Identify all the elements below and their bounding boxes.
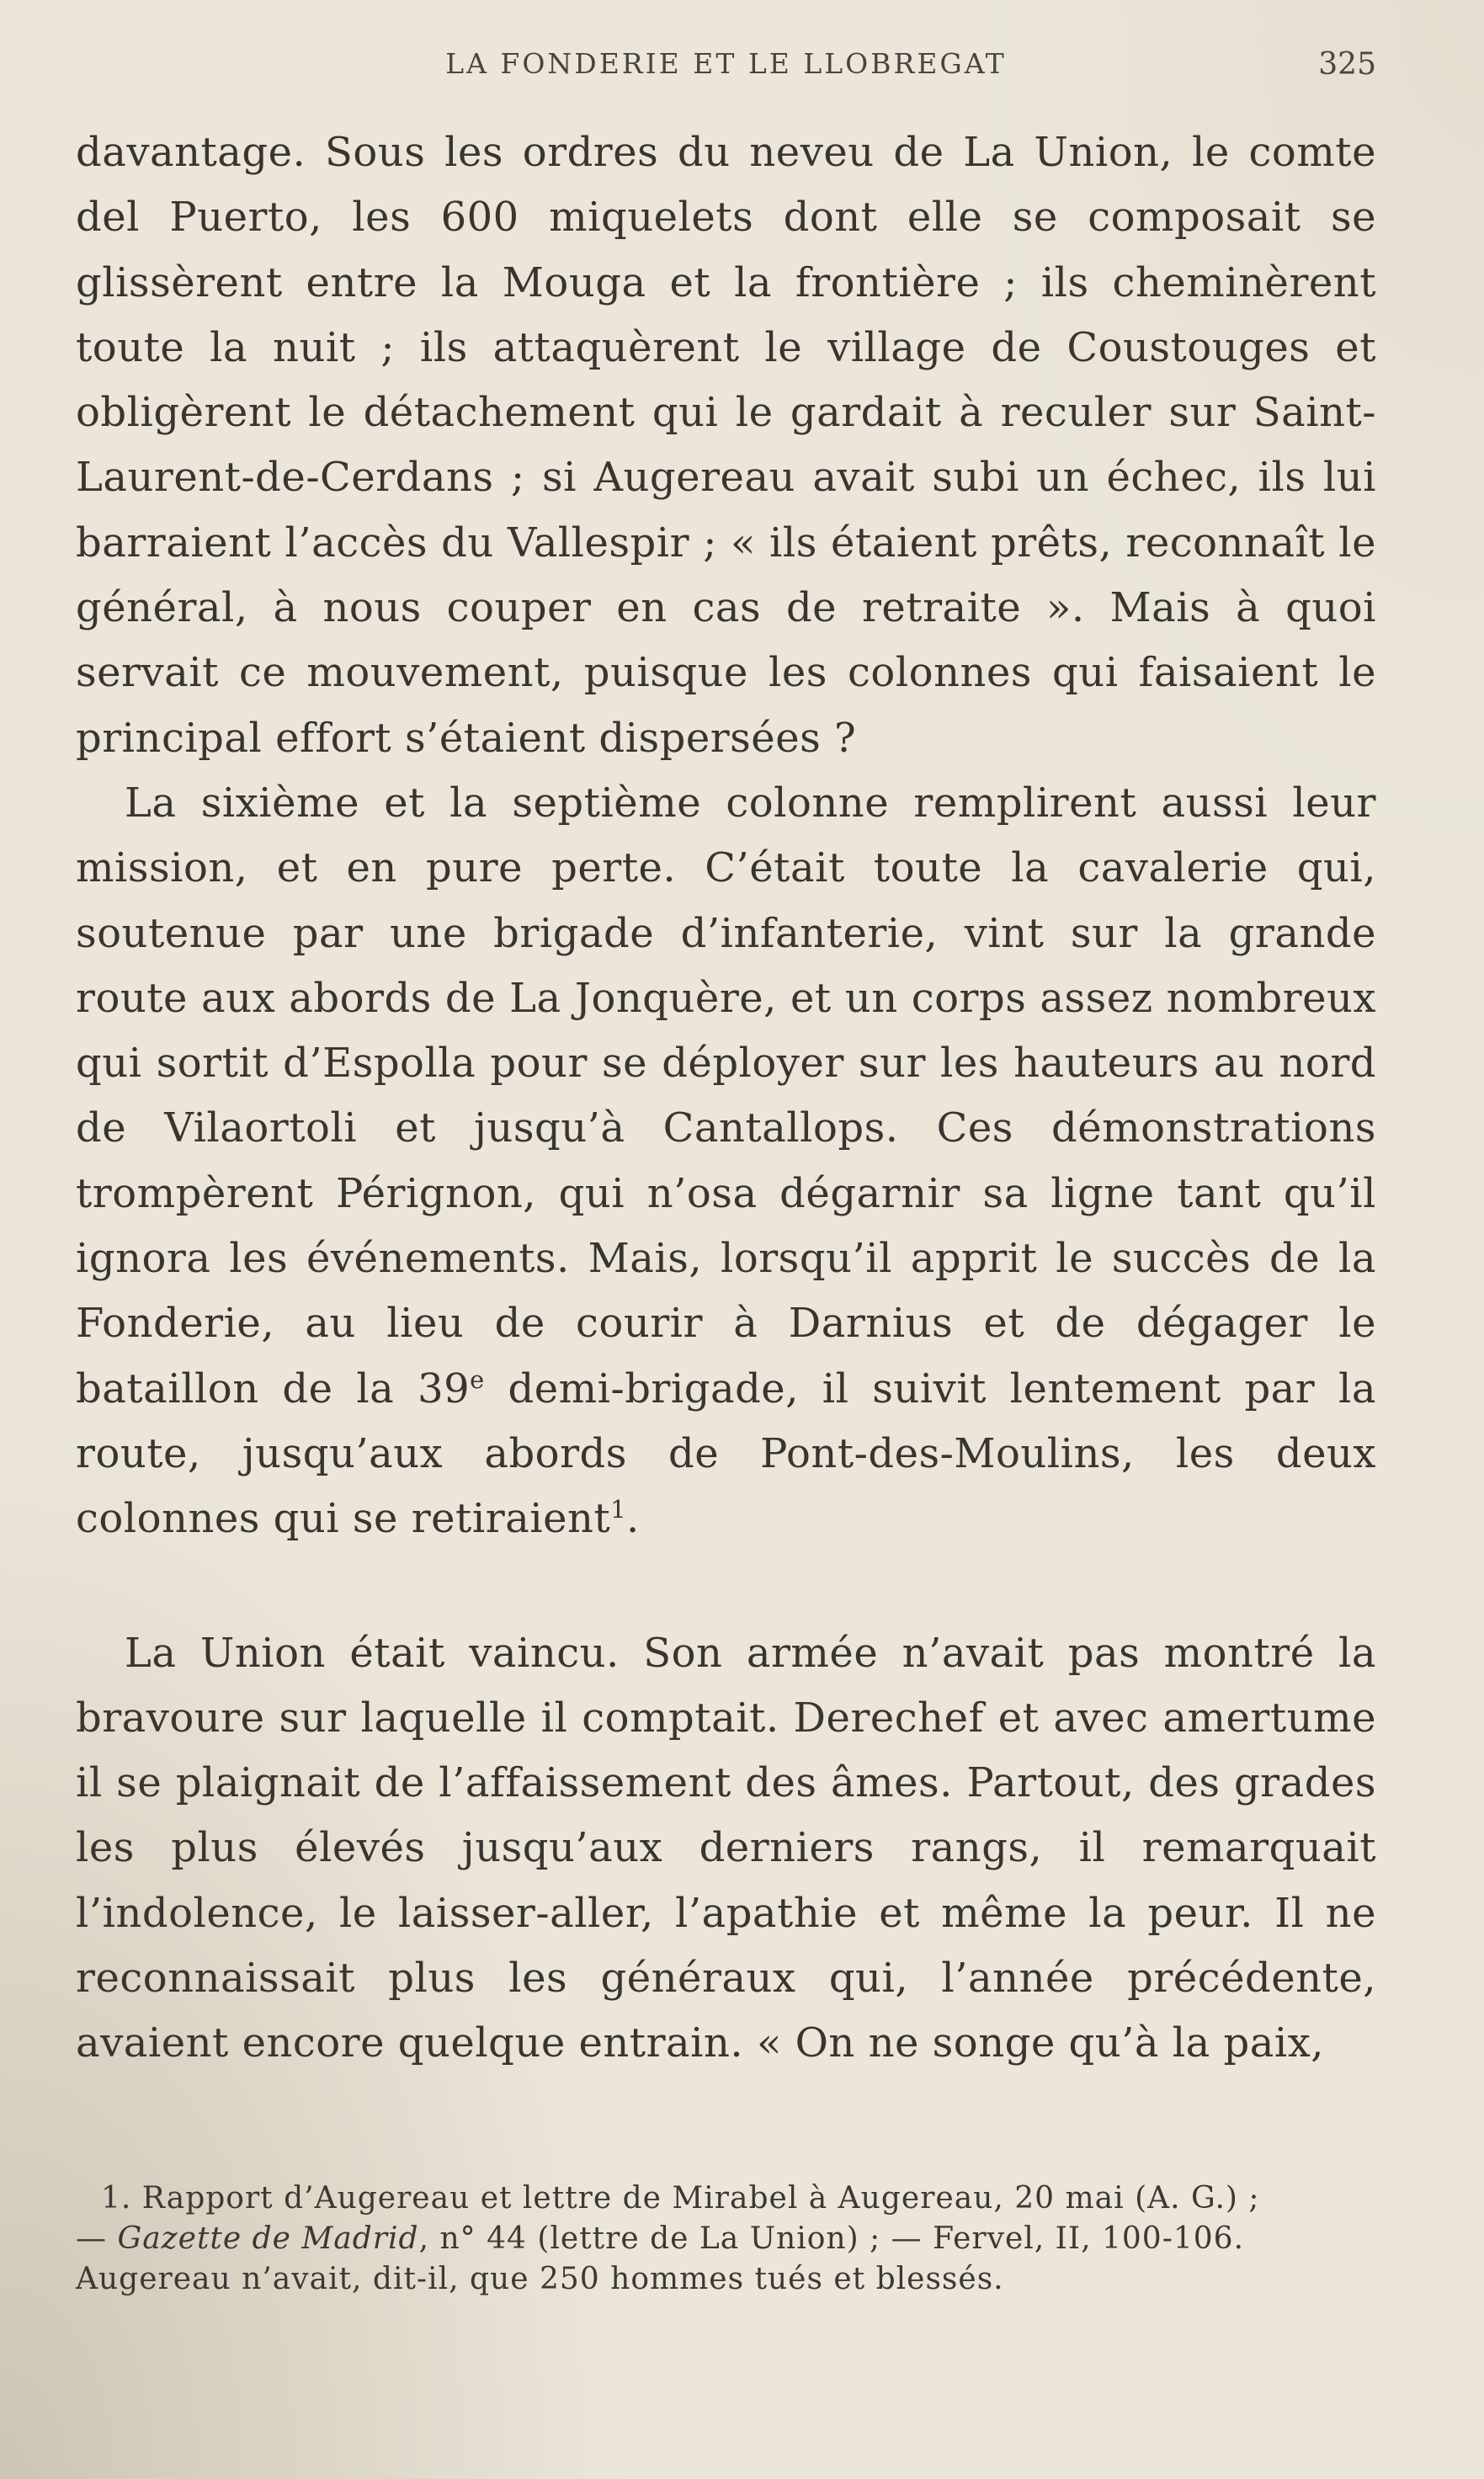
paragraph-2-text: La sixième et la septième colonne remplirent aussi leur mission, et en pure perte. C’était toute la cavalerie qui, soutenue par une brigade d’infanterie, vint sur la grande route aux abords de La Jonquère, et un corps assez nombreux qui sortit d’Espolla pour se déployer sur les hauteurs au nord de Vilaortoli et jusqu’à Cantallops. Ces démonstrations trompèrent Pérignon, qui n’osa dégarnir sa ligne tant qu’il ignora les événements. Mais, lorsqu’il apprit le succès de la Fonderie, au lieu de courir à Darnius et de dégager le bataillon de la 39 (76, 779, 1376, 1412)
footnote-dash: — (76, 2221, 118, 2256)
footnote-reference: 1 (610, 1495, 627, 1524)
running-head (76, 47, 1376, 81)
footnote-1 (76, 2178, 1376, 2300)
footnote-text-2: , n° 44 (lettre de La Union) ; — Fervel, II, 100-106. (418, 2221, 1245, 2256)
paragraph-1: davantage. Sous les ordres du neveu de La Union, le comte del Puerto, les 600 miquelets dont elle se composait se glissèrent entre la Mouga et la frontière ; ils cheminèrent toute la nuit ; ils attaquèrent le village de Coustouges et obligèrent le détachement qui le gardait à reculer sur Saint-Laurent-de-Cerdans ; si Augereau avait subi un échec, ils lui barraient l’accès du Vallespir ; « ils étaient prêts, reconnaît le général, à nous couper en cas de retraite ». Mais à quoi servait ce mouvement, puisque les colonnes qui faisaient le principal effort s’étaient dispersées ? (76, 129, 1376, 762)
footnote-source-title: Gazette de Madrid (117, 2221, 419, 2256)
footnote-line-2 (76, 2219, 1376, 2259)
footnote-line-3: Augereau n’avait, dit-il, que 250 hommes tués et blessés. (76, 2262, 1004, 2296)
page-number: 325 (1318, 47, 1376, 82)
footnote-text-1: Rapport d’Augereau et lettre de Mirabel à Augereau, 20 mai (A. G.) ; (131, 2181, 1260, 2216)
footnotes (76, 2178, 1376, 2300)
footnote-line-1 (76, 2178, 1376, 2219)
superscript-e: e (470, 1365, 485, 1394)
paragraph-2-text-continued: demi-brigade, il suivit lentement par la route, jusqu’aux abords de Pont-des-Moulins, les deux colonnes qui se retiraient (76, 1365, 1376, 1543)
running-title: LA FONDERIE ET LE LLOBREGAT (445, 47, 1007, 80)
body-text (76, 120, 1376, 2077)
footnote-number: 1. (101, 2181, 132, 2216)
paragraph-3: La Union était vaincu. Son armée n’avait pas montré la bravoure sur laquelle il comptait. Derechef et avec amertume il se plaignait de l’affaissement des âmes. Partout, des grades les plus élevés jusqu’aux derniers rangs, il remarquait l’indolence, le laisser-aller, l’apathie et même la peur. Il ne reconnaissait plus les généraux qui, l’année précédente, avaient encore quelque entrain. « On ne songe qu’à la paix, (76, 1629, 1376, 2067)
paragraph-2 (76, 771, 1376, 1552)
paragraph-2-end: . (626, 1495, 640, 1543)
